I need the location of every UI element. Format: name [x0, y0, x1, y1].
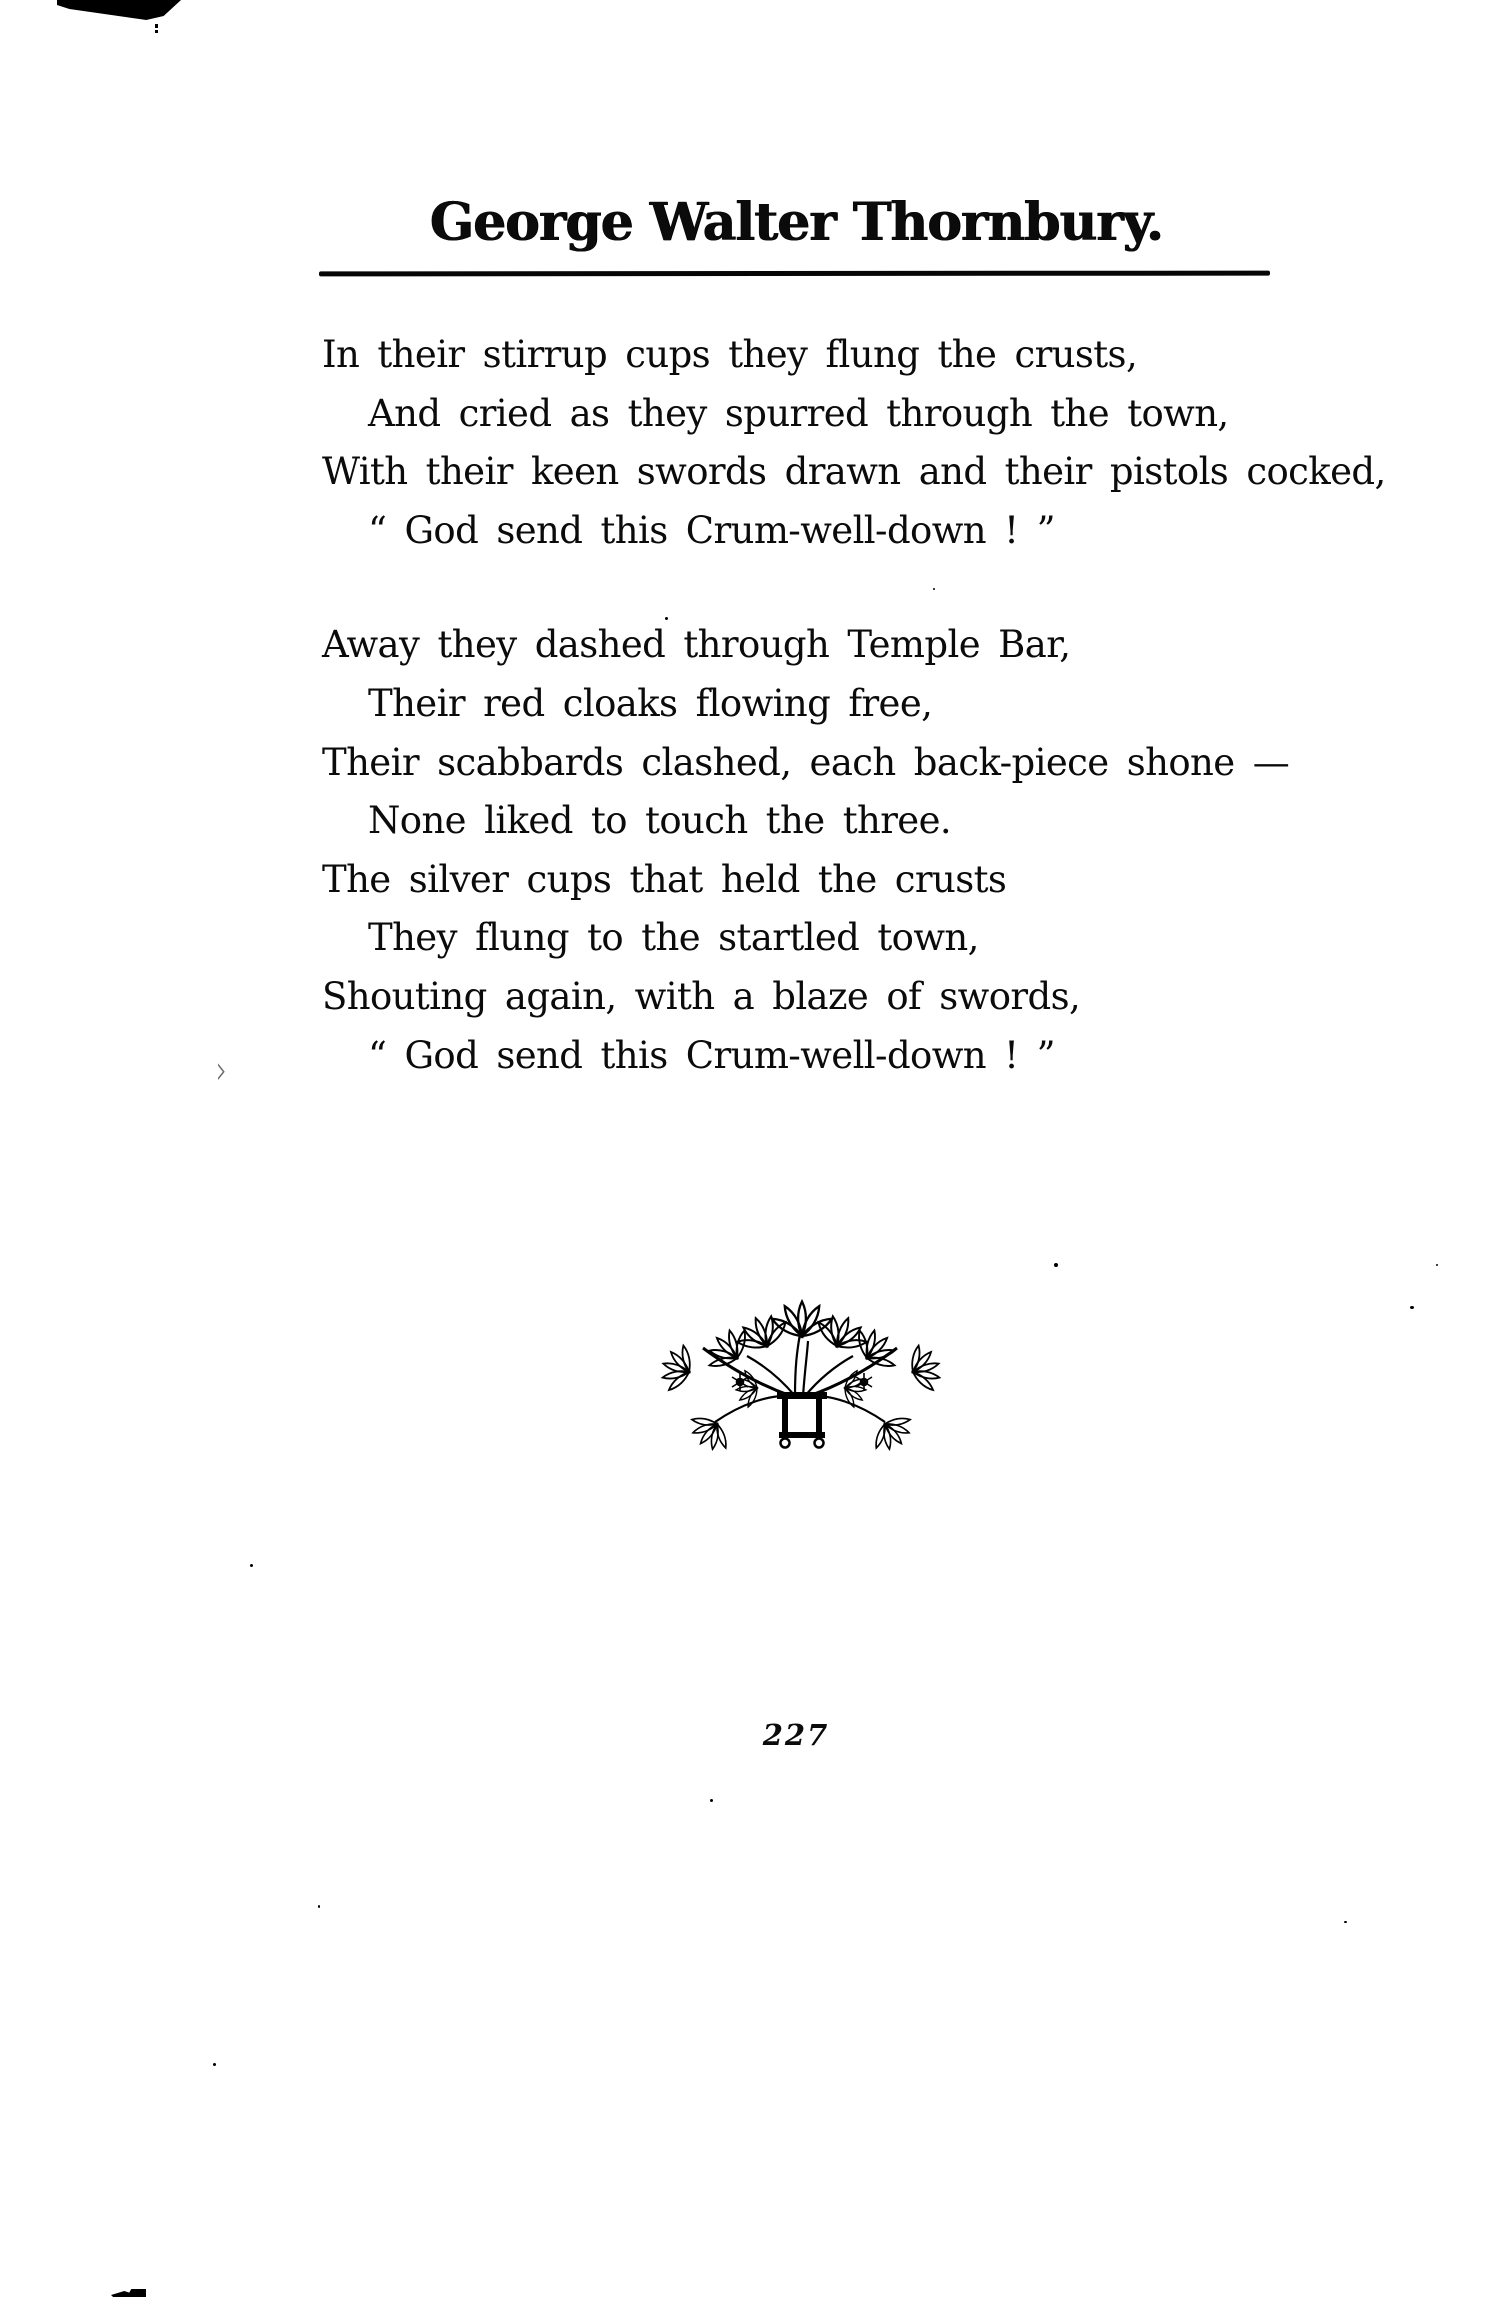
poem-line: They flung to the startled town, — [368, 916, 979, 960]
scan-speck — [1410, 1306, 1414, 1309]
poem-body — [322, 326, 1386, 1085]
poem-line: “ God send this Crum-well-down ! ” — [368, 508, 1055, 552]
scan-speck — [1344, 1921, 1347, 1923]
scan-speck — [710, 1799, 713, 1802]
poem-line: The silver cups that held the crusts — [322, 857, 1007, 901]
header-divider-rule — [319, 271, 1270, 277]
floral-ornament-icon — [645, 1296, 955, 1456]
poem-stanza-1 — [322, 326, 1386, 560]
poem-line: In their stirrup cups they flung the crusts, — [322, 333, 1138, 376]
poem-stanza-2 — [322, 616, 1382, 1085]
poem-line: Their red cloaks flowing free, — [368, 681, 933, 725]
ornament-pot — [777, 1392, 827, 1438]
scan-speck — [155, 30, 158, 33]
poem-line: Shouting again, with a blaze of swords, — [322, 974, 1081, 1018]
scan-speck — [1054, 1263, 1058, 1267]
scan-speck — [213, 2063, 216, 2066]
poem-line: With their keen swords drawn and their pistols cocked, — [322, 450, 1386, 494]
poem-line: None liked to touch the three. — [368, 799, 952, 843]
scan-artifact-bottom-smudge — [111, 2289, 146, 2297]
scan-speck — [1436, 1264, 1438, 1266]
poem-line: Their scabbards clashed, each back-piece shone — — [322, 740, 1290, 784]
poem-line: Away they dashed through Temple Bar, — [322, 623, 1071, 667]
poem-line: “ God send this Crum-well-down ! ” — [368, 1033, 1055, 1077]
ornament-pot-feet — [781, 1439, 824, 1448]
page-title: George Walter Thornbury. — [429, 192, 1163, 253]
scan-speck — [155, 24, 158, 28]
scan-speck — [250, 1564, 253, 1567]
scan-artifact-corner-wedge — [57, 0, 181, 20]
scan-speck — [318, 1905, 320, 1908]
stray-ink-chevron-mark: › — [215, 1046, 228, 1094]
scan-speck — [665, 617, 668, 620]
poem-line: And cried as they spurred through the town, — [368, 391, 1229, 435]
page-number: 227 — [762, 1718, 830, 1752]
scan-speck — [933, 588, 935, 590]
